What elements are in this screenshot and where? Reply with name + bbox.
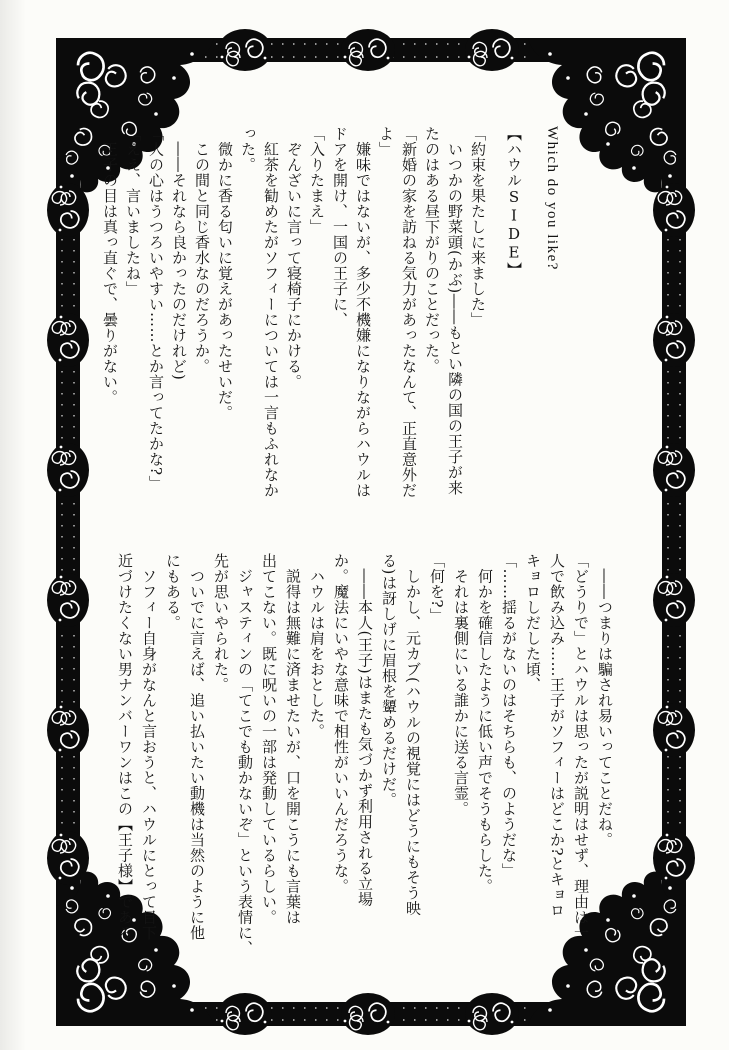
text-line: ソフィー自身がなんと言おうと、ハウルにとって目下 [140, 553, 158, 941]
text-line: それは裏側にいる誰かに送る言霊。 [452, 553, 470, 817]
text-line: 人で飲み込み……王子がソフィーはどこか?とキョロ [548, 553, 566, 919]
text-line: 先が思いやられた。 [212, 553, 230, 693]
text-line: 「何を?」 [428, 553, 446, 624]
text-line: にもある。 [164, 553, 182, 631]
text-line: たのはある昼下がりのことだった。 [423, 126, 441, 374]
text-line: ハウルは肩をおとした。 [308, 553, 326, 739]
text-line: ドアを開け、一国の王子に、 [331, 126, 349, 328]
text-line: よ」 [377, 126, 395, 157]
text-line: ――それなら良かったのだけれど) [170, 126, 188, 381]
section-heading [502, 126, 525, 556]
text-line: しかし、元カブ(ハウルの視覚にはどうにもそう映 [404, 553, 422, 916]
text-block-bottom [113, 553, 617, 983]
text-line: ――本人(王子)はまたも気づかず利用される立場 [356, 553, 374, 907]
text-line: いつかの野菜頭(かぶ)――もとい隣の国の王子が来 [446, 126, 464, 496]
text-line: 説得は無難に済ませたいが、口を開こうにも言葉は [284, 553, 302, 925]
text-line: キョロしだした頃、 [524, 553, 542, 693]
text-line: 「新婚の家を訪ねる気力があったなんて、正直意外だ [400, 126, 418, 498]
text-line: 「人の心はうつろいやすい……とか言ってたかな?」 [147, 126, 165, 492]
text-line: 「……揺るがないのはそちらも、のようだな」 [500, 553, 518, 879]
page-title: Which do you like? [544, 126, 560, 271]
text-line: った。 [239, 126, 257, 173]
text-line: 何かを確信したように低い声でそうもらした。 [476, 553, 494, 894]
text-line: か。魔法にいやな意味で相性がいいんだろうな。 [332, 553, 350, 894]
text-line: この間と同じ香水なのだろうか。 [193, 126, 211, 374]
text-line: 「入りたまえ」 [308, 126, 326, 235]
text-block-top [98, 126, 563, 556]
text-line: る)は訝しげに眉根を顰めるだけだ。 [380, 553, 398, 808]
section-heading-pre: 【ハウル [505, 126, 523, 188]
text-line: 「ええ、言いましたね」 [124, 126, 142, 297]
text-line: ついでに言えば、追い払いたい動機は当然のように他 [188, 553, 206, 941]
text-line: ジャスティンの「てこでも動かないぞ」という表情に、 [236, 553, 254, 956]
text-line: ――つまりは騙され易いってことだね。 [596, 553, 614, 848]
text-line: 「どうりで」とハウルは思ったが説明はせず、理由は一 [572, 553, 590, 941]
text-line: 王子の目は真っ直ぐで、曇りがない。 [101, 126, 119, 405]
text-line: ぞんざいに言って寝椅子にかける。 [285, 126, 303, 390]
text-line: 「約束を果たしに来ました」 [469, 126, 487, 328]
text-line: 微かに香る匂いに覚えがあったせいだ。 [216, 126, 234, 421]
text-line: 嫌味ではないが、多少不機嫌になりながらハウルは [354, 126, 372, 498]
text-line: 紅茶を勧めたがソフィーについては一言もふれなか [262, 126, 280, 498]
text-line: 出てこない。既に呪いの一部は発動しているらしい。 [260, 553, 278, 925]
section-heading-post: 】 [505, 262, 523, 278]
text-line: 近づけたくない男ナンバーワンはこの【王子様】である [116, 553, 134, 941]
section-heading-latin: SIDE [505, 188, 523, 262]
